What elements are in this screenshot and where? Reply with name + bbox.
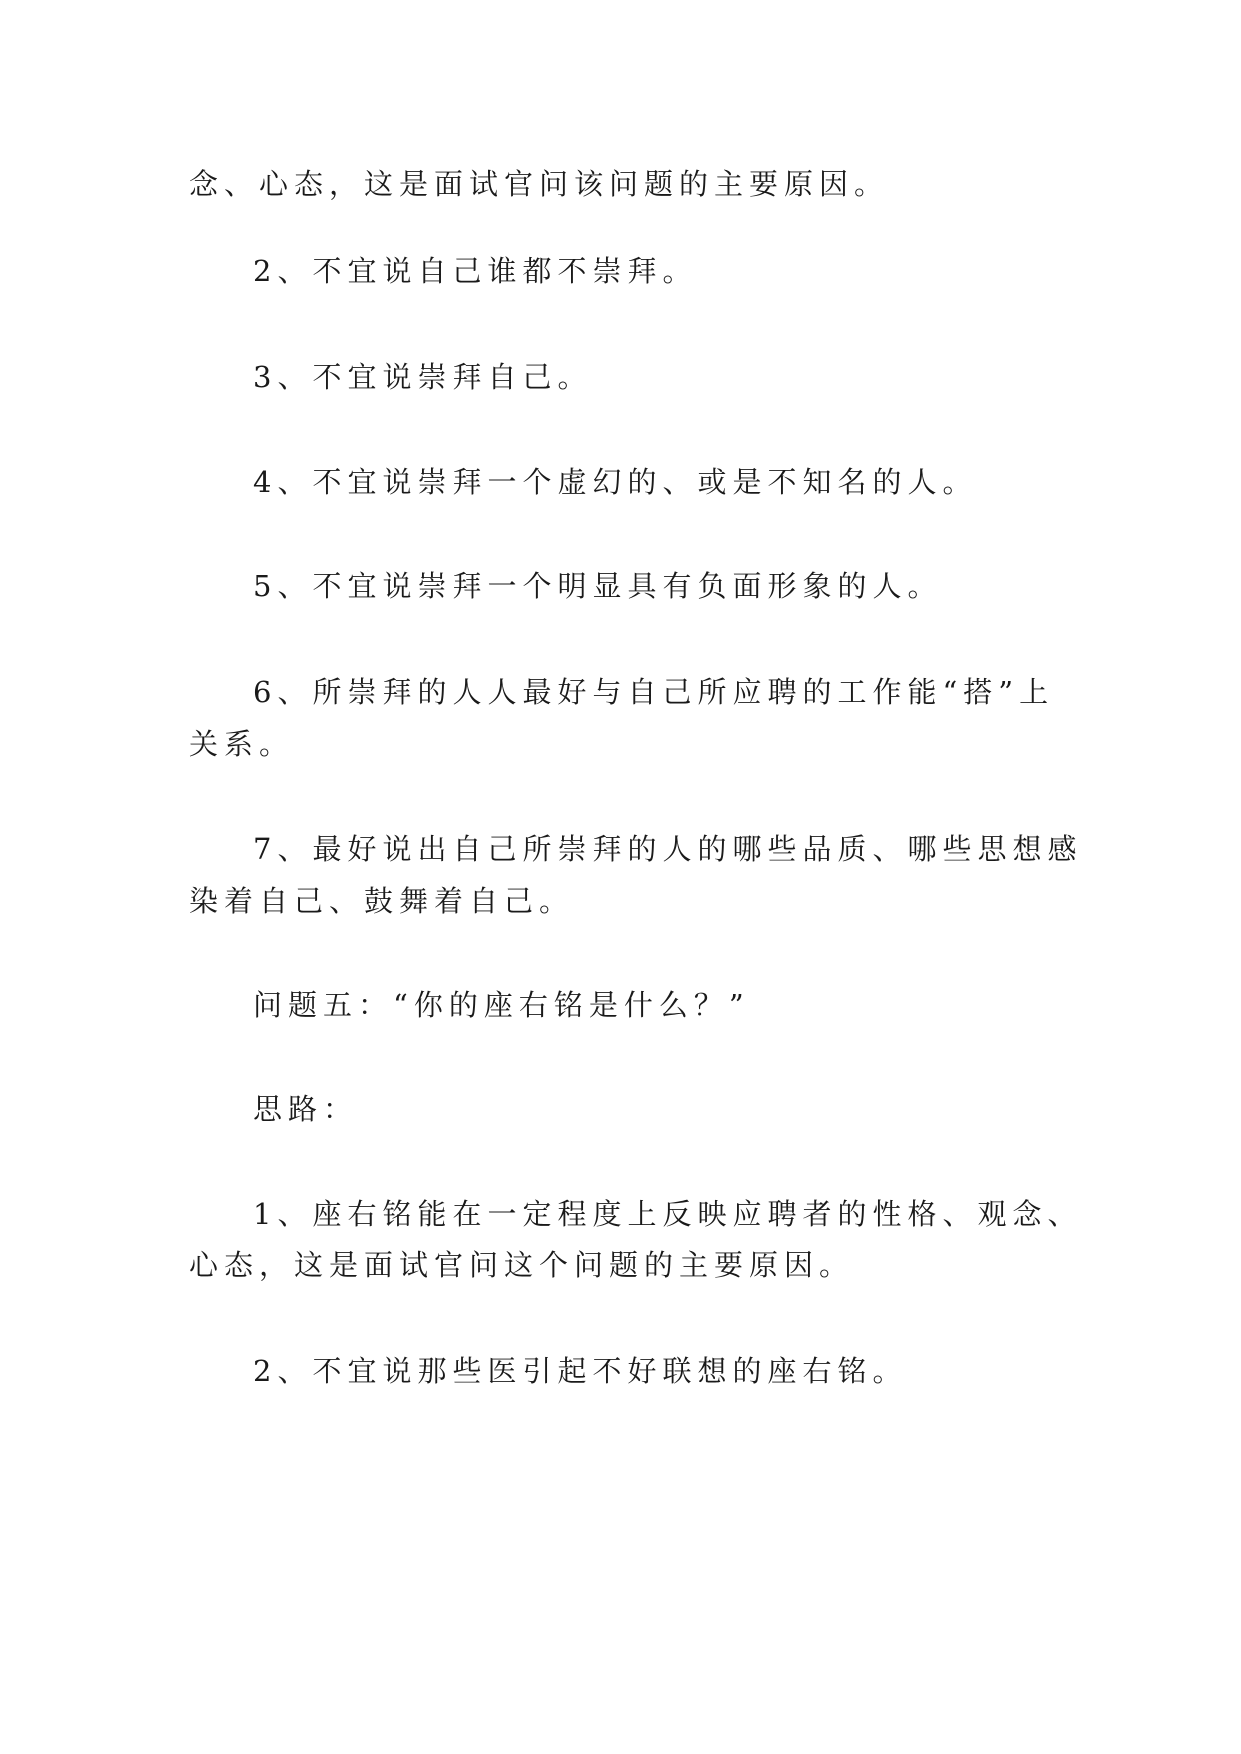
- paragraph-line: 3、不宜说崇拜自己。: [253, 360, 593, 394]
- paragraph-line: 心态，这是面试官问这个问题的主要原因。: [189, 1248, 855, 1282]
- section-heading: 问题五：“你的座右铭是什么？”: [253, 988, 750, 1022]
- paragraph-line: 6、所崇拜的人人最好与自己所应聘的工作能“搭”上: [253, 675, 1055, 709]
- paragraph-line: 7、最好说出自己所崇拜的人的哪些品质、哪些思想感: [253, 832, 1083, 866]
- paragraph-line: 关系。: [189, 727, 295, 761]
- paragraph-line: 5、不宜说崇拜一个明显具有负面形象的人。: [253, 569, 943, 603]
- paragraph-line: 1、座右铭能在一定程度上反映应聘者的性格、观念、: [253, 1197, 1083, 1231]
- paragraph-line: 染着自己、鼓舞着自己。: [189, 884, 575, 918]
- paragraph-line: 2、不宜说那些医引起不好联想的座右铭。: [253, 1354, 908, 1388]
- paragraph-line: 4、不宜说崇拜一个虚幻的、或是不知名的人。: [253, 465, 978, 499]
- paragraph-line: 念、心态，这是面试官问该问题的主要原因。: [189, 167, 890, 201]
- paragraph-line: 2、不宜说自己谁都不崇拜。: [253, 254, 698, 288]
- section-heading: 思路：: [253, 1092, 359, 1126]
